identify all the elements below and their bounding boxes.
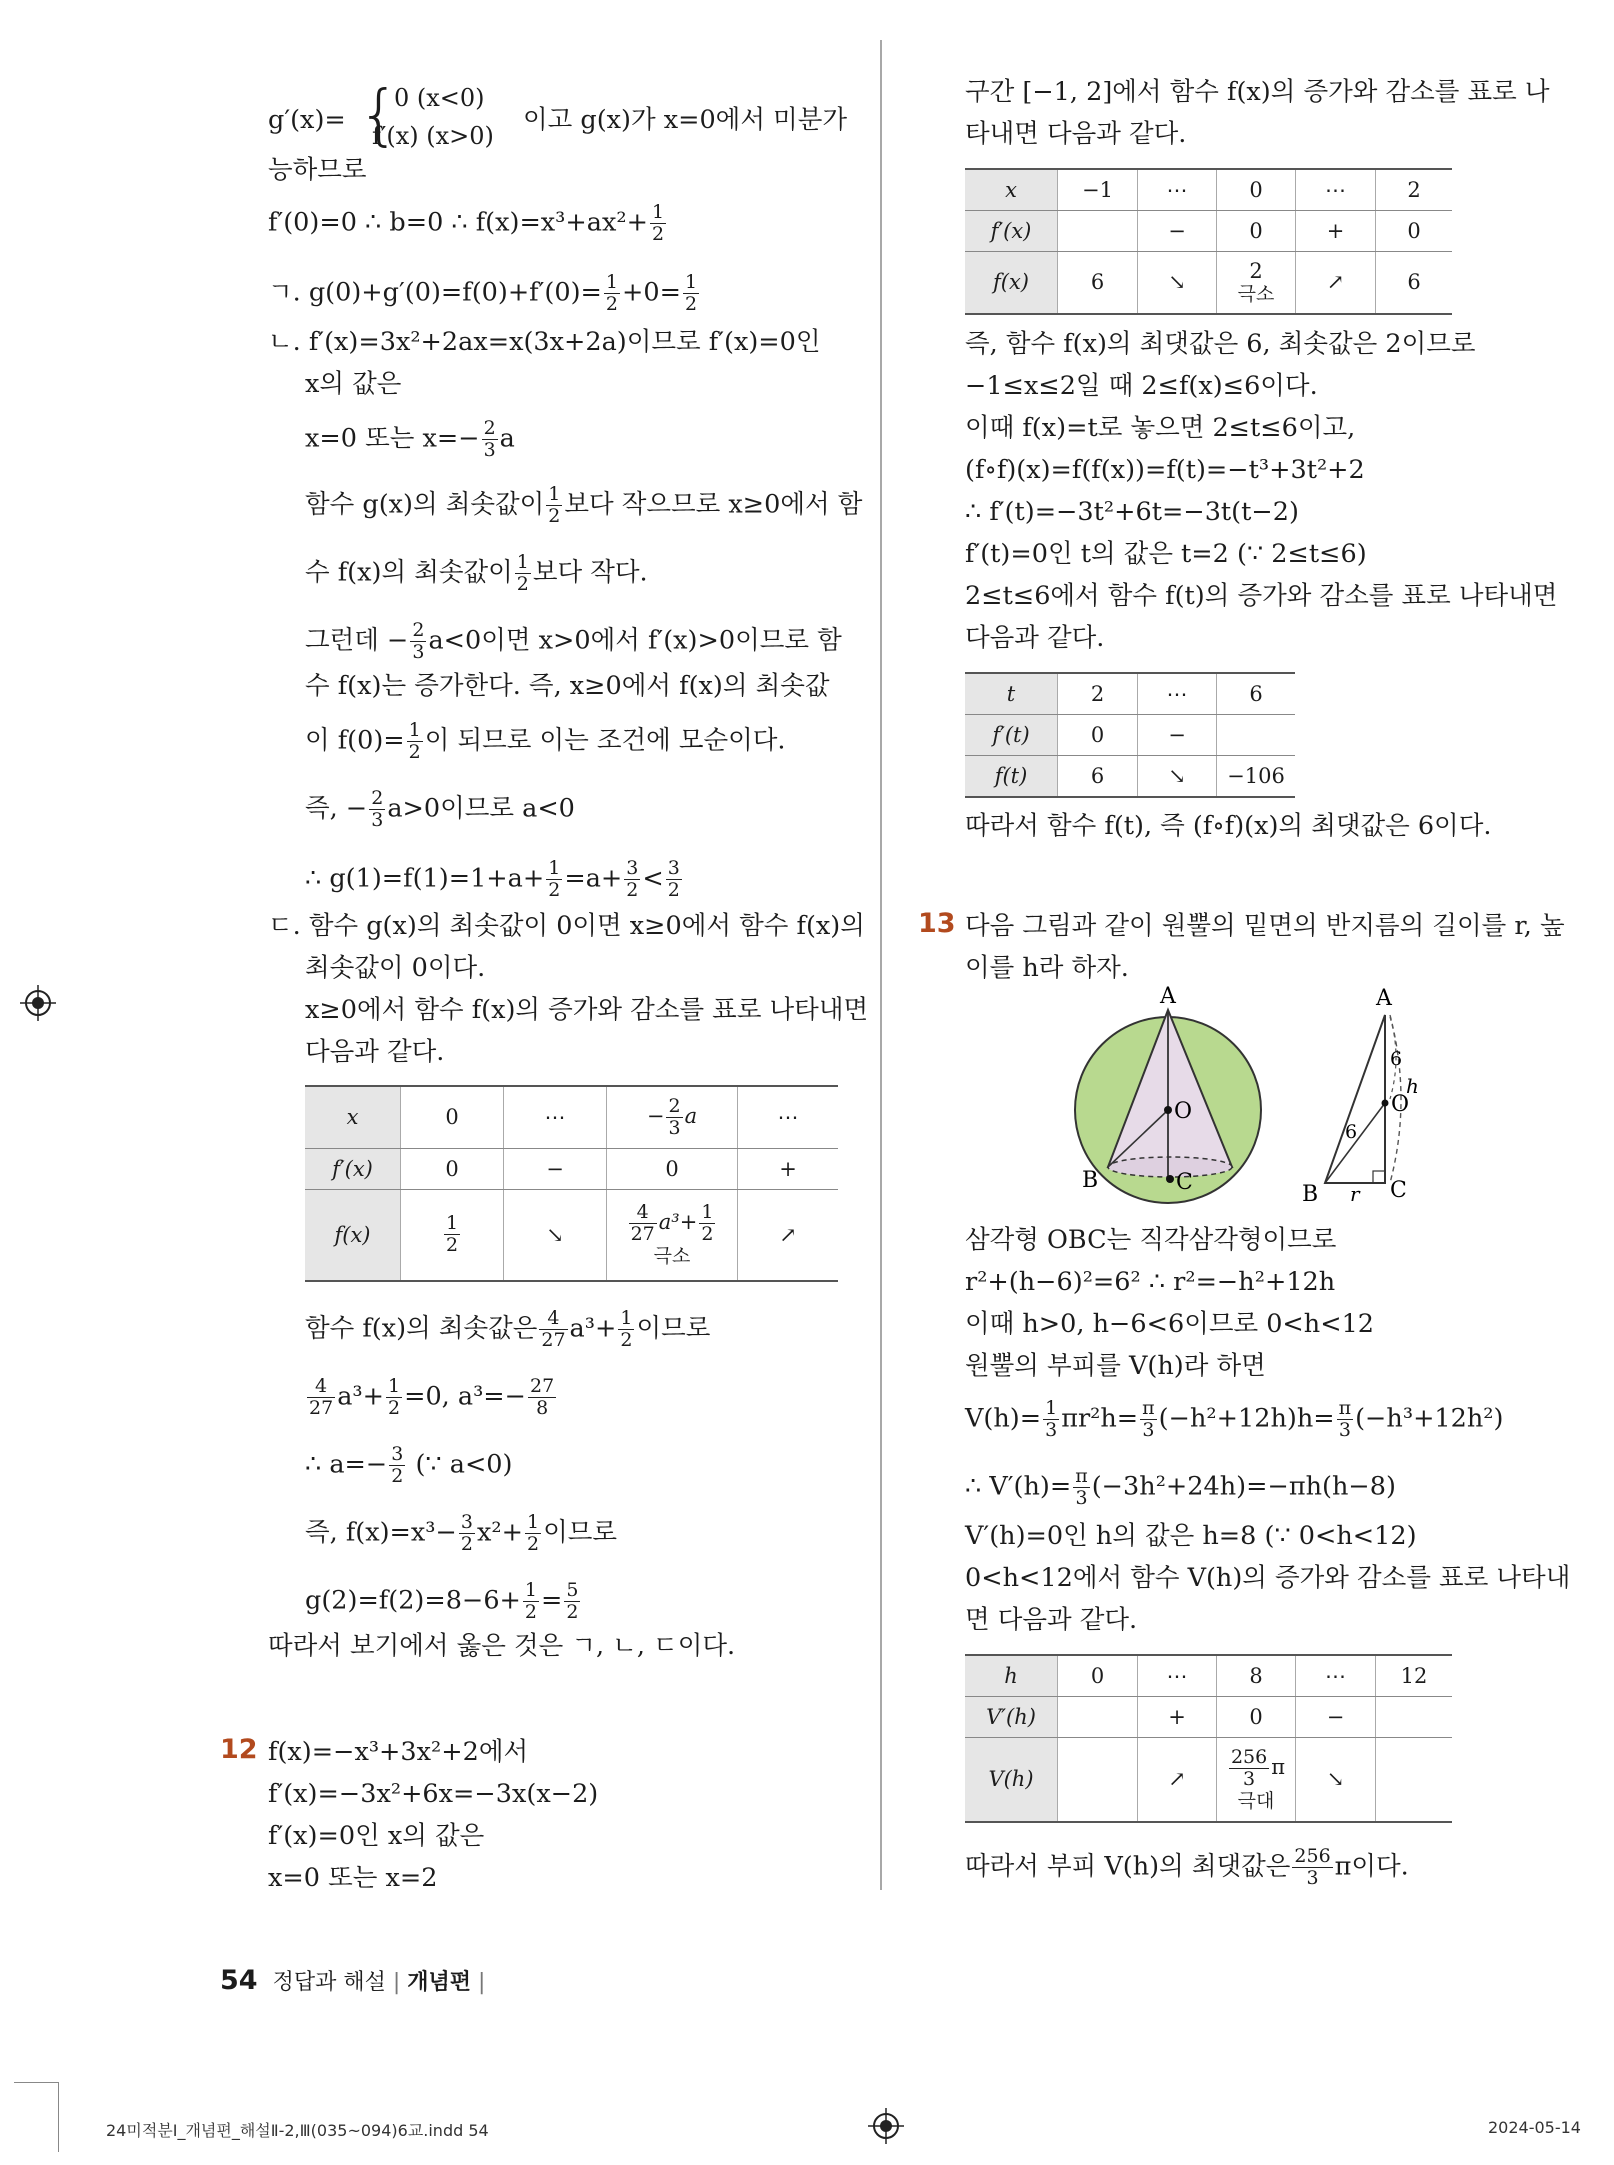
footer-section: 정답과 해설 bbox=[272, 1970, 386, 1995]
registration-mark-icon bbox=[20, 985, 56, 1021]
left-line-4: ㄱ. g(0)+g′(0)=f(0)+f′(0)= $\frac{1}{2}$ +0= $\frac{1}{2}$ bbox=[268, 271, 698, 315]
variation-table-3 bbox=[965, 672, 1295, 798]
right-line-23: 따라서 부피 V(h)의 최댓값은 $\frac{256}{3}$ π이다. bbox=[965, 1845, 1409, 1889]
fraction: $\frac{3}{2}$ bbox=[460, 1511, 473, 1555]
label-b: B bbox=[1082, 1168, 1099, 1193]
left-line-15: ㄷ. 함수 g(x)의 최솟값이 0이면 x≥0에서 함수 f(x)의 bbox=[268, 911, 865, 941]
label-a: A bbox=[1160, 985, 1176, 1009]
fraction: $\frac{2}{3}$ bbox=[668, 1094, 681, 1139]
increasing-arrow: ↗ bbox=[738, 1189, 839, 1281]
left-line-19: 함수 f(x)의 최솟값은 $\frac{4}{27}$ a³+ $\frac{1}{2}$ 이므로 bbox=[305, 1307, 711, 1351]
fraction: $\frac{5}{2}$ bbox=[566, 1579, 579, 1623]
table-row: f(x) 6 ↘ 2 극소 ↗ 6 bbox=[965, 252, 1452, 314]
table-row: x 0 ⋯ − $\frac{2}{3}$ a ⋯ bbox=[305, 1086, 838, 1148]
right-angle-mark bbox=[1373, 1171, 1385, 1183]
crop-line bbox=[58, 2082, 59, 2152]
right-line-11: 따라서 함수 f(t), 즉 (f∘f)(x)의 최댓값은 6이다. bbox=[965, 811, 1492, 841]
right-line-7: ∴ f′(t)=−3t²+6t=−3t(t−2) bbox=[965, 497, 1299, 527]
crop-line bbox=[14, 2082, 58, 2083]
increasing-arrow: ↗ bbox=[1138, 1738, 1217, 1822]
label-r: r bbox=[1350, 1182, 1360, 1205]
fraction: $\frac{3}{2}$ bbox=[667, 857, 680, 901]
fraction: $\frac{256}{3}$ bbox=[1230, 1745, 1268, 1790]
right-line-19: ∴ V′(h)= $\frac{\pi}{3}$ (−3h²+24h)=−πh(h−8) bbox=[965, 1465, 1396, 1509]
center-point bbox=[1164, 1106, 1172, 1114]
table-row: f(x) $\frac{1}{2}$ ↘ $\frac{4}{27}$ a³+ $\frac{1}{2}$ 극소 ↗ bbox=[305, 1189, 838, 1281]
triangle-center-point bbox=[1382, 1100, 1389, 1107]
fraction: $\frac{1}{2}$ bbox=[701, 1201, 714, 1246]
label-o2: O bbox=[1391, 1092, 1410, 1117]
fraction: $\frac{1}{3}$ bbox=[1045, 1397, 1058, 1441]
right-line-8: f′(t)=0인 t의 값은 t=2 (∵ 2≤t≤6) bbox=[965, 539, 1367, 569]
column-divider bbox=[880, 40, 882, 1890]
problem-number-13: 13 bbox=[918, 908, 956, 939]
fraction: $\frac{2}{3}$ bbox=[412, 619, 425, 663]
right-line-12: 다음 그림과 같이 원뿔의 밑면의 반지름의 길이를 r, 높 bbox=[965, 911, 1565, 941]
fraction: $\frac{3}{2}$ bbox=[626, 857, 639, 901]
footer-part: 개념편 bbox=[407, 1970, 472, 1995]
left-line-24: 따라서 보기에서 옳은 것은 ㄱ, ㄴ, ㄷ이다. bbox=[268, 1631, 736, 1661]
table-row: V(h) ↗ $\frac{256}{3}$ π 극대 ↘ bbox=[965, 1738, 1452, 1822]
fraction: $\frac{4}{27}$ bbox=[630, 1201, 655, 1246]
right-line-21: 0<h<12에서 함수 V(h)의 증가와 감소를 표로 나타내 bbox=[965, 1563, 1571, 1593]
right-triangle bbox=[1325, 1015, 1385, 1183]
left-line-17: x≥0에서 함수 f(x)의 증가와 감소를 표로 나타내면 bbox=[305, 995, 869, 1025]
decreasing-arrow: ↘ bbox=[504, 1189, 607, 1281]
left-line-12: 이 f(0)= $\frac{1}{2}$ 이 되므로 이는 조건에 모순이다. bbox=[305, 719, 786, 763]
fraction: $\frac{1}{2}$ bbox=[445, 1212, 459, 1257]
table-row: f′(x) 0 − 0 + bbox=[305, 1148, 838, 1189]
decreasing-arrow: ↘ bbox=[1138, 756, 1217, 798]
increasing-arrow: ↗ bbox=[1296, 252, 1376, 314]
right-line-13: 이를 h라 하자. bbox=[965, 953, 1129, 983]
right-line-20: V′(h)=0인 h의 값은 h=8 (∵ 0<h<12) bbox=[965, 1521, 1417, 1551]
registration-mark-icon bbox=[868, 2108, 904, 2144]
right-line-1: 구간 [−1, 2]에서 함수 f(x)의 증가와 감소를 표로 나 bbox=[965, 77, 1550, 107]
left-line-p12-4: x=0 또는 x=2 bbox=[268, 1863, 438, 1893]
fraction: $\frac{1}{2}$ bbox=[387, 1375, 401, 1419]
left-line-20: $\frac{4}{27}$ a³+ $\frac{1}{2}$ =0, a³=− $\frac{27}{8}$ bbox=[309, 1375, 555, 1419]
fraction: $\frac{1}{2}$ bbox=[516, 551, 529, 595]
right-line-15: r²+(h−6)²=6² ∴ r²=−h²+12h bbox=[965, 1267, 1336, 1297]
right-line-4: −1≤x≤2일 때 2≤f(x)≤6이다. bbox=[965, 371, 1318, 401]
left-line-8: 함수 g(x)의 최솟값이 $\frac{1}{2}$ 보다 작으므로 x≥0에서 함 bbox=[305, 483, 863, 527]
variation-table-4 bbox=[965, 1654, 1452, 1823]
label-b2: B bbox=[1302, 1182, 1319, 1205]
fraction: $\frac{2}{3}$ bbox=[371, 787, 384, 831]
label-c2: C bbox=[1390, 1178, 1407, 1203]
table-row: f′(x) − 0 + 0 bbox=[965, 211, 1452, 252]
fraction: $\frac{2}{3}$ bbox=[483, 417, 496, 461]
left-line-6: x의 값은 bbox=[305, 369, 402, 399]
left-line-2: 능하므로 bbox=[268, 155, 367, 185]
left-line-9: 수 f(x)의 최솟값이 $\frac{1}{2}$ 보다 작다. bbox=[305, 551, 648, 595]
left-line-14: ∴ g(1)=f(1)=1+a+ $\frac{1}{2}$ =a+ $\frac{3}{2}$ < $\frac{3}{2}$ bbox=[305, 857, 680, 901]
table-row: f(t) 6 ↘ −106 bbox=[965, 756, 1295, 798]
right-line-5: 이때 f(x)=t로 놓으면 2≤t≤6이고, bbox=[965, 413, 1356, 443]
fraction: $\frac{256}{3}$ bbox=[1294, 1845, 1331, 1889]
left-line-p12-2: f′(x)=−3x²+6x=−3x(x−2) bbox=[268, 1779, 599, 1809]
left-line-7: x=0 또는 x=− $\frac{2}{3}$ a bbox=[305, 417, 515, 461]
brace: { bbox=[358, 76, 400, 153]
right-line-22: 면 다음과 같다. bbox=[965, 1605, 1138, 1635]
problem-number-12: 12 bbox=[220, 1734, 258, 1765]
fraction: $\frac{1}{2}$ bbox=[526, 1511, 540, 1555]
label-six-slant: 6 bbox=[1345, 1121, 1358, 1143]
left-line-18: 다음과 같다. bbox=[305, 1037, 445, 1067]
fraction: $\frac{1}{2}$ bbox=[620, 1307, 633, 1351]
fraction: $\frac{\pi}{3}$ bbox=[1142, 1397, 1155, 1441]
table-row: V′(h) + 0 − bbox=[965, 1697, 1452, 1738]
fraction: $\frac{27}{8}$ bbox=[530, 1375, 555, 1419]
label-a2: A bbox=[1376, 986, 1392, 1011]
left-line-21: ∴ a=− $\frac{3}{2}$ (∵ a<0) bbox=[305, 1443, 513, 1487]
decreasing-arrow: ↘ bbox=[1296, 1738, 1376, 1822]
label-six-top: 6 bbox=[1390, 1048, 1403, 1070]
fraction: $\frac{1}{2}$ bbox=[524, 1579, 538, 1623]
left-line-22: 즉, f(x)=x³− $\frac{3}{2}$ x²+ $\frac{1}{2}$ 이므로 bbox=[305, 1511, 617, 1555]
base-center-point bbox=[1166, 1175, 1174, 1183]
fraction: $\frac{1}{2}$ bbox=[684, 271, 698, 315]
fraction: $\frac{1}{2}$ bbox=[548, 483, 561, 527]
right-line-17: 원뿔의 부피를 V(h)라 하면 bbox=[965, 1351, 1266, 1381]
left-line-3: f′(0)=0 ∴ b=0 ∴ f(x)=x³+ax²+ $\frac{1}{2}$ bbox=[268, 201, 665, 245]
right-line-16: 이때 h>0, h−6<6이므로 0<h<12 bbox=[965, 1309, 1375, 1339]
right-line-6: (f∘f)(x)=f(f(x))=f(t)=−t³+3t²+2 bbox=[965, 455, 1365, 485]
left-line-23: g(2)=f(2)=8−6+ $\frac{1}{2}$ = $\frac{5}{2}$ bbox=[305, 1579, 579, 1623]
left-line-13: 즉, − $\frac{2}{3}$ a>0이므로 a<0 bbox=[305, 787, 575, 831]
fraction: $\frac{4}{27}$ bbox=[541, 1307, 566, 1351]
cone-base bbox=[1108, 1157, 1232, 1177]
page-number: 54 bbox=[220, 1965, 258, 1996]
decreasing-arrow: ↘ bbox=[1138, 252, 1217, 314]
table-row: h 0 ⋯ 8 ⋯ 12 bbox=[965, 1655, 1452, 1697]
right-line-14: 삼각형 OBC는 직각삼각형이므로 bbox=[965, 1225, 1337, 1255]
fraction: $\frac{3}{2}$ bbox=[391, 1443, 404, 1487]
right-line-3: 즉, 함수 f(x)의 최댓값은 6, 최솟값은 2이므로 bbox=[965, 329, 1476, 359]
table-row: t 2 ⋯ 6 bbox=[965, 673, 1295, 715]
left-line-11: 수 f(x)는 증가한다. 즉, x≥0에서 f(x)의 최솟값 bbox=[305, 671, 830, 701]
left-line-10: 그런데 − $\frac{2}{3}$ a<0이면 x>0에서 f′(x)>0이므로 함 bbox=[305, 619, 842, 663]
right-line-10: 다음과 같다. bbox=[965, 623, 1105, 653]
label-o: O bbox=[1174, 1099, 1193, 1124]
right-line-9: 2≤t≤6에서 함수 f(t)의 증가와 감소를 표로 나타내면 bbox=[965, 581, 1558, 611]
right-line-2: 타내면 다음과 같다. bbox=[965, 119, 1187, 149]
fraction: $\frac{\pi}{3}$ bbox=[1075, 1465, 1088, 1509]
cone-in-sphere-figure bbox=[1060, 985, 1440, 1205]
print-date: 2024-05-14 bbox=[1488, 2118, 1581, 2137]
page-footer: 54 정답과 해설 | 개념편 | bbox=[220, 1965, 486, 1996]
fraction: $\frac{\pi}{3}$ bbox=[1338, 1397, 1352, 1441]
label-c: C bbox=[1176, 1170, 1193, 1195]
left-line-16: 최솟값이 0이다. bbox=[305, 953, 486, 983]
label-h: h bbox=[1406, 1074, 1419, 1098]
variation-table-2 bbox=[965, 168, 1452, 315]
fraction: $\frac{4}{27}$ bbox=[309, 1375, 334, 1419]
left-line-p12-1: f(x)=−x³+3x²+2에서 bbox=[268, 1737, 529, 1767]
variation-table-1 bbox=[305, 1085, 838, 1282]
right-line-18: V(h)= $\frac{1}{3}$ πr²h= $\frac{\pi}{3}$ (−h²+12h)h= $\frac{\pi}{3}$ (−h³+12h²) bbox=[965, 1397, 1504, 1441]
fraction: $\frac{1}{2}$ bbox=[651, 201, 665, 245]
fraction: $\frac{1}{2}$ bbox=[605, 271, 618, 315]
table-row: f′(t) 0 − bbox=[965, 715, 1295, 756]
fraction: $\frac{1}{2}$ bbox=[408, 719, 421, 763]
fraction: $\frac{1}{2}$ bbox=[548, 857, 561, 901]
left-line-p12-3: f′(x)=0인 x의 값은 bbox=[268, 1821, 485, 1851]
left-line-5: ㄴ. f′(x)=3x²+2ax=x(3x+2a)이므로 f′(x)=0인 bbox=[268, 327, 821, 357]
print-slug: 24미적분Ⅰ_개념편_해설Ⅱ-2,Ⅲ(035~094)6교.indd 54 bbox=[106, 2121, 489, 2140]
table-row: x −1 ⋯ 0 ⋯ 2 bbox=[965, 169, 1452, 211]
